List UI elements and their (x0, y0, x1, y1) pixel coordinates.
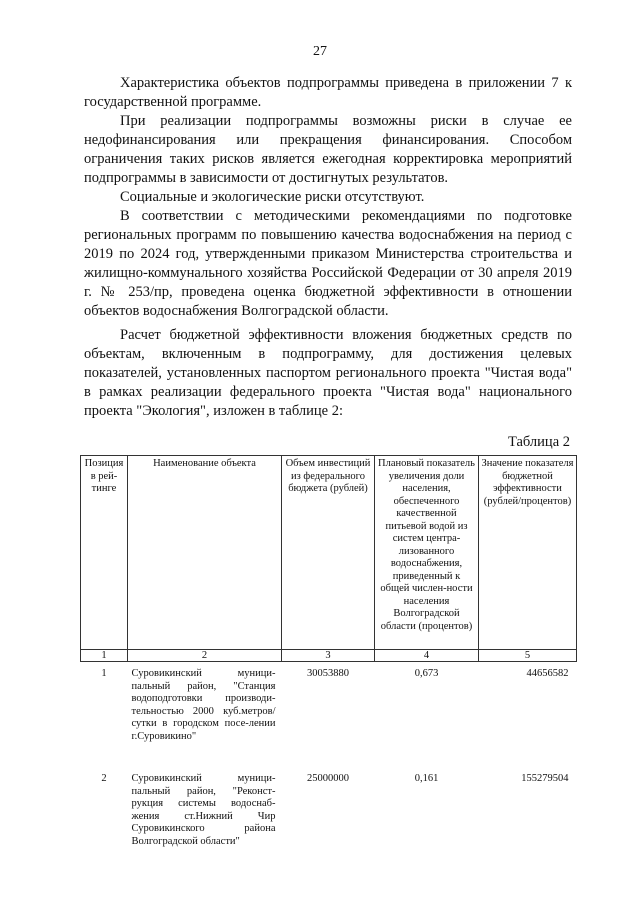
paragraph-methodology: В соответствии с методическими рекомендациями по подготовке региональных программ по повышению качества водоснабжения на период с 2019 по 2024 год, утвержденными приказом Министерства строительства и жилищно-коммунального хозяйства Российской Федерации от 30 апреля 2019 г. № 253/пр, проведена оценка бюджетной эффективности в отношении объектов водоснабжения Волгоградской области. (84, 208, 572, 319)
header-population-share: Плановый показатель увеличения доли населения, обеспеченного качественной питьевой водой из систем центра-лизованного водоснабжения, приведенный к общей числен-ности населения Волгоградской области (процентов) (375, 456, 479, 650)
paragraph-budget-calculation: Расчет бюджетной эффективности вложения бюджетных средств по объектам, включенным в подпрограмму, для достижения целевых показателей, установленных паспортом регионального проекта "Чистая вода" в рамках реализации федерального проекта "Чистая вода" национального проекта "Экология", изложен в таблице 2: (84, 327, 572, 419)
page-number: 27 (313, 44, 327, 59)
column-number: 4 (375, 650, 479, 662)
column-number: 1 (81, 650, 128, 662)
table-header-row (81, 456, 577, 650)
budget-efficiency-table (80, 455, 577, 850)
cell-position: 2 (101, 773, 107, 784)
paragraph-appendix-reference: Характеристика объектов подпрограммы приведена в приложении 7 к государственной программе. (84, 75, 572, 110)
column-number: 2 (128, 650, 282, 662)
column-number: 5 (479, 650, 577, 662)
paragraph-social-risks: Социальные и экологические риски отсутствуют. (120, 189, 425, 205)
header-investment: Объем инвестиций из федерального бюджета (рублей) (282, 456, 375, 650)
paragraph-risks: При реализации подпрограммы возможны риски в случае ее недофинансирования или прекращения финансирования. Способом ограничения таких рисков является ежегодная корректировка мероприятий подпрограммы в зависимости от достигнутых результатов. (84, 113, 572, 186)
cell-efficiency: 155279504 (521, 773, 569, 784)
table-row (81, 662, 577, 768)
table-row (81, 767, 577, 850)
cell-population-share: 0,161 (414, 773, 439, 784)
cell-population-share: 0,673 (414, 668, 439, 679)
header-object-name: Наименование объекта (128, 456, 282, 650)
cell-position: 1 (101, 668, 107, 679)
cell-object-name: Суровикинский муници-пальный район, "Реконст-рукция системы водоснаб-жения ст.Нижний Чир Суровикинского района Волгоградской области" (131, 773, 276, 847)
cell-investment: 30053880 (307, 668, 349, 679)
header-efficiency: Значение показателя бюджетной эффективности (рублей/процентов) (479, 456, 577, 650)
header-position: Позиция в рей-тинге (81, 456, 128, 650)
table-caption: Таблица 2 (507, 434, 570, 450)
cell-investment: 25000000 (307, 773, 349, 784)
cell-efficiency: 44656582 (526, 668, 569, 679)
column-number-row (81, 650, 577, 662)
column-number: 3 (282, 650, 375, 662)
cell-object-name: Суровикинский муници-пальный район, "Станция водоподготовки производи-тельностью 2000 куб.метров/ сутки в городском посе-лении г.Суровикино" (131, 668, 276, 742)
